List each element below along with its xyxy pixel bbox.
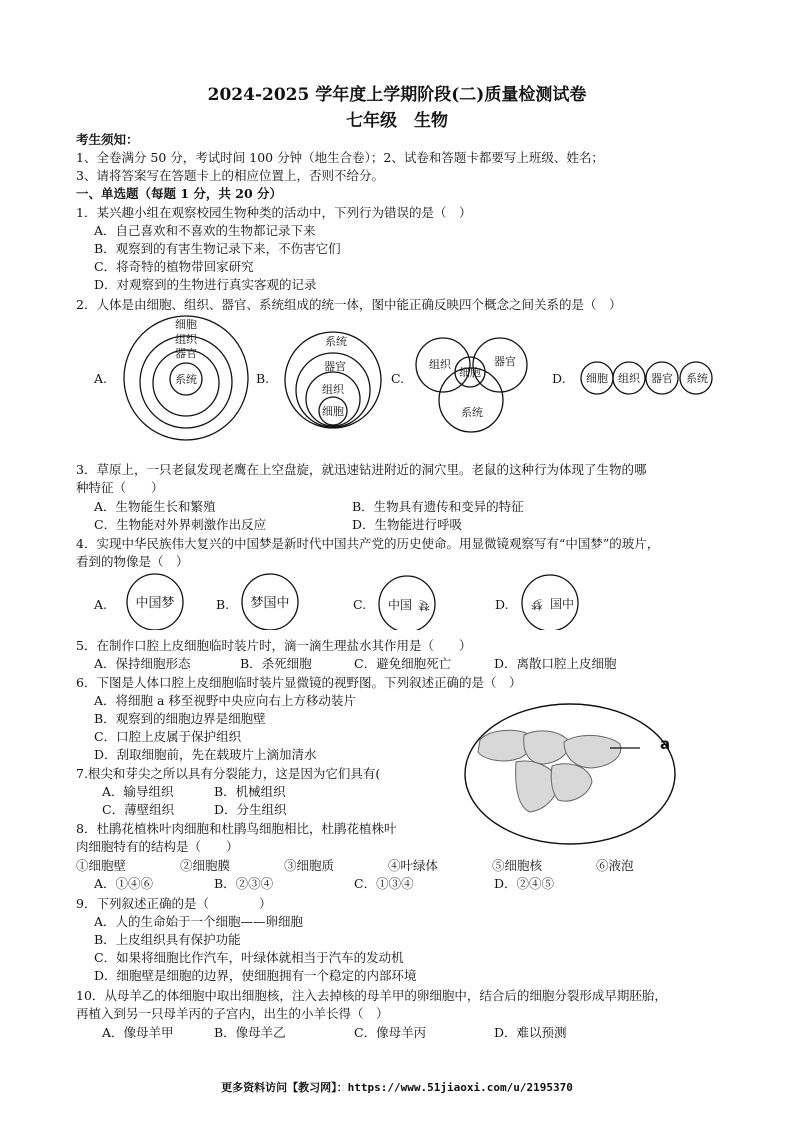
- notice-line-2: 3、请将答案写在答题卡上的相应位置上，否则不给分。: [76, 168, 384, 183]
- q4-image-c-flipped: 梦: [417, 598, 431, 612]
- fig-b-label-cell: 细胞: [322, 405, 344, 418]
- q5-option-a: A．保持细胞形态: [94, 656, 191, 671]
- q9-stem: 9．下列叙述正确的是（ ）: [76, 896, 272, 911]
- q10-option-c: C．像母羊丙: [354, 1025, 427, 1040]
- fig-a-label-tissue: 组织: [175, 333, 197, 346]
- q8-option-c: C．①③④: [354, 876, 414, 891]
- q7-option-b: B．机械组织: [214, 784, 286, 799]
- fig-d-label-organ: 器官: [651, 372, 673, 385]
- q7-option-a: A．输导组织: [102, 784, 174, 799]
- fig-b-label-tissue: 组织: [322, 383, 344, 396]
- fig-d-label-system: 系统: [686, 372, 708, 385]
- q8-item-4: ④叶绿体: [388, 858, 439, 873]
- q4-stem-line-1: 4．实现中华民族伟大复兴的中国梦是新时代中国共产党的历史使命。用显微镜观察写有“中国梦”的玻片，: [76, 536, 660, 551]
- q6-figure-label-a: a: [660, 735, 671, 753]
- q8-stem-line-2: 肉细胞特有的结构是（ ）: [76, 839, 239, 854]
- q3-option-c: C．生物能对外界刺激作出反应: [94, 517, 267, 532]
- q5-option-d: D．离散口腔上皮细胞: [494, 656, 617, 671]
- fig-c-label-tissue: 组织: [429, 358, 451, 371]
- q8-item-6: ⑥液泡: [596, 858, 634, 873]
- q6-option-b: B．观察到的细胞边界是细胞壁: [94, 711, 266, 726]
- fig-a-label-organ: 器官: [175, 347, 197, 360]
- footer-link[interactable]: 更多资料访问【教习网】：https://www.51jiaoxi.com/u/2195370: [221, 1081, 573, 1094]
- fig-c-label-cell: 细胞: [459, 366, 481, 379]
- q8-item-1: ①细胞壁: [76, 858, 127, 873]
- q1-option-a: A．自己喜欢和不喜欢的生物都记录下来: [94, 223, 316, 238]
- q4-image-a: 中国梦: [135, 596, 175, 611]
- q2-label-a: A.: [94, 371, 108, 386]
- q8-item-5: ⑤细胞核: [492, 858, 543, 873]
- q6-microscope-view: [460, 700, 690, 850]
- q5-option-c: C．避免细胞死亡: [354, 656, 452, 671]
- q4-image-b: 梦国中: [250, 596, 290, 611]
- q4-label-a: A.: [94, 597, 108, 612]
- cell-1: [478, 730, 531, 761]
- q8-stem-line-1: 8．杜鹃花植株叶肉细胞和杜鹃鸟细胞相比，杜鹃花植株叶: [76, 821, 397, 836]
- q6-stem: 6．下图是人体口腔上皮细胞临时装片显微镜的视野图。下列叙述正确的是（ ）: [76, 675, 522, 690]
- q2-figures: [0, 310, 794, 450]
- q3-option-d: D．生物能进行呼吸: [352, 517, 463, 532]
- q3-option-b: B．生物具有遗传和变异的特征: [352, 499, 524, 514]
- q9-option-a: A．人的生命始于一个细胞——卵细胞: [94, 914, 304, 929]
- fig-b-label-organ: 器官: [324, 360, 346, 373]
- q3-stem-line-1: 3．草原上，一只老鼠发现老鹰在上空盘旋，就迅速钻进附近的洞穴里。老鼠的这种行为体现了生物的哪: [76, 462, 647, 477]
- q6-option-a: A．将细胞 a 移至视野中央应向右上方移动装片: [94, 693, 356, 708]
- q10-option-b: B．像母羊乙: [214, 1025, 286, 1040]
- notice-line-1: 1、全卷满分 50 分，考试时间 100 分钟（地生合卷）；2、试卷和答题卡都要写上班级、姓名；: [76, 150, 604, 165]
- q5-stem: 5．在制作口腔上皮细胞临时装片时，滴一滴生理盐水其作用是（ ）: [76, 638, 472, 653]
- q4-figures: [0, 570, 794, 630]
- q9-option-d: D．细胞壁是细胞的边界，使细胞拥有一个稳定的内部环境: [94, 968, 417, 983]
- q4-label-c: C.: [353, 597, 367, 612]
- q3-option-a: A．生物能生长和繁殖: [94, 499, 216, 514]
- q3-stem-line-2: 种特征（ ）: [76, 480, 164, 495]
- q7-stem: 7.根尖和芽尖之所以具有分裂能力，这是因为它们具有(: [76, 766, 381, 781]
- section-1-heading: 一、单选题（每题 1 分，共 20 分）: [76, 186, 283, 201]
- exam-subtitle: 七年级 生物: [346, 111, 448, 131]
- notice-heading: 考生须知：: [76, 132, 139, 147]
- q8-option-d: D．②④⑤: [494, 876, 555, 891]
- q10-stem-line-2: 再植入到另一只母羊丙的子宫内，出生的小羊长得（ ）: [76, 1006, 389, 1021]
- fig-c-label-organ: 器官: [494, 355, 516, 368]
- q7-option-d: D．分生组织: [214, 802, 287, 817]
- q4-label-d: D.: [495, 597, 509, 612]
- q8-item-3: ③细胞质: [284, 858, 335, 873]
- fig-a-label-cell: 细胞: [175, 318, 197, 331]
- q6-option-d: D．刮取细胞前，先在载玻片上滴加清水: [94, 747, 317, 762]
- q10-option-d: D．难以预测: [494, 1025, 567, 1040]
- q2-label-c: C.: [391, 371, 405, 386]
- q6-option-c: C．口腔上皮属于保护组织: [94, 729, 242, 744]
- q5-option-b: B．杀死细胞: [240, 656, 312, 671]
- q1-option-c: C．将奇特的植物带回家研究: [94, 259, 254, 274]
- q2-label-b: B.: [256, 371, 270, 386]
- q2-stem: 2．人体是由细胞、组织、器官、系统组成的统一体，图中能正确反映四个概念之间关系的是（ ）: [76, 297, 622, 312]
- fig-b-label-system: 系统: [325, 335, 347, 348]
- exam-title: 2024-2025 学年度上学期阶段(二)质量检测试卷: [207, 85, 587, 105]
- q4-stem-line-2: 看到的物像是（ ）: [76, 554, 189, 569]
- q1-option-b: B．观察到的有害生物记录下来，不伤害它们: [94, 241, 341, 256]
- fig-a-label-system: 系统: [175, 373, 197, 386]
- q2-label-d: D.: [552, 371, 566, 386]
- q4-image-d: 国中: [549, 597, 575, 611]
- q1-option-d: D．对观察到的生物进行真实客观的记录: [94, 277, 317, 292]
- q8-option-b: B．②③④: [214, 876, 274, 891]
- q9-option-b: B．上皮组织具有保护功能: [94, 932, 241, 947]
- fig-c-label-system: 系统: [461, 406, 483, 419]
- q10-stem-line-1: 10．从母羊乙的体细胞中取出细胞核，注入去掉核的母羊甲的卵细胞中，结合后的细胞分裂形成早期胚胎，: [76, 988, 667, 1003]
- fig-d-label-cell: 细胞: [586, 372, 608, 385]
- q8-option-a: A．①④⑥: [94, 876, 154, 891]
- fig-d-label-tissue: 组织: [618, 372, 640, 385]
- q8-item-2: ②细胞膜: [180, 858, 231, 873]
- q4-image-c: 中国: [387, 598, 413, 612]
- q9-option-c: C．如果将细胞比作汽车，叶绿体就相当于汽车的发动机: [94, 950, 404, 965]
- q1-stem: 1．某兴趣小组在观察校园生物种类的活动中，下列行为错误的是（ ）: [76, 205, 472, 220]
- q4-label-b: B.: [216, 597, 230, 612]
- q4-image-d-flipped: 梦: [530, 597, 544, 611]
- q10-option-a: A．像母羊甲: [102, 1025, 174, 1040]
- q7-option-c: C．薄壁组织: [102, 802, 175, 817]
